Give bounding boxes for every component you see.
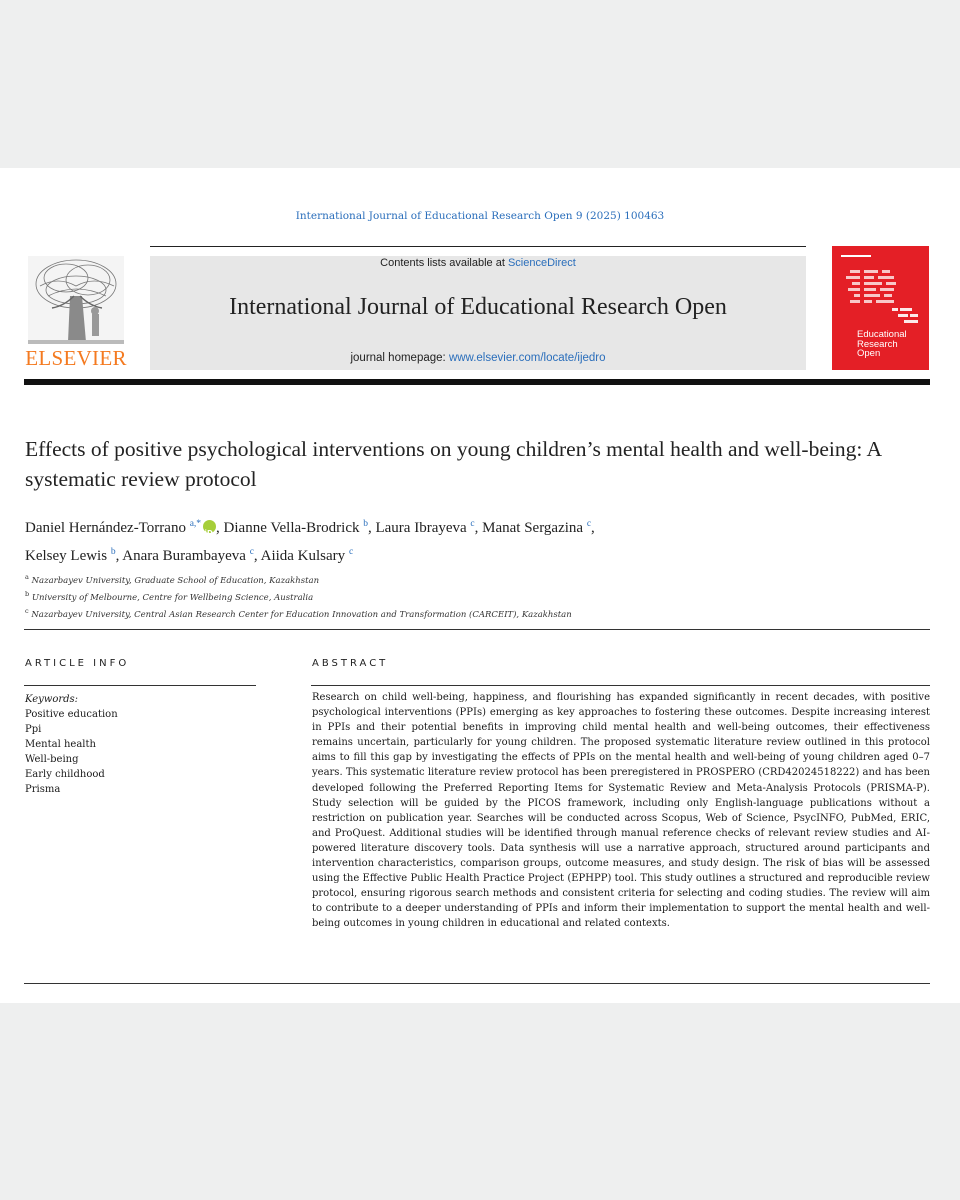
contents-line <box>150 257 806 269</box>
author-affiliation-marker[interactable]: c <box>586 519 592 529</box>
cover-title-line: Educational <box>857 329 907 340</box>
section-divider <box>24 629 930 630</box>
cover-title-line: Open <box>857 348 881 359</box>
author-name[interactable]: Laura Ibrayeva <box>375 520 467 536</box>
sciencedirect-link[interactable]: ScienceDirect <box>507 257 576 269</box>
orcid-icon[interactable] <box>203 520 216 533</box>
homepage-prefix: journal homepage: <box>350 352 449 364</box>
author-affiliation-marker[interactable]: c <box>348 547 354 557</box>
affiliation <box>25 605 905 622</box>
journal-cover-thumbnail[interactable] <box>832 246 929 370</box>
elsevier-logo[interactable] <box>24 256 128 376</box>
bottom-rule <box>24 983 930 984</box>
article-info-rule <box>24 685 256 686</box>
author-name[interactable]: Aiida Kulsary <box>260 548 346 564</box>
cover-title-line: Research <box>857 338 898 350</box>
affiliation-key: c <box>25 606 29 615</box>
journal-title: International Journal of Educational Research Open <box>229 294 727 320</box>
author-affiliation-marker[interactable]: c <box>470 519 475 529</box>
author-separator: , <box>253 548 261 564</box>
elsevier-tree-icon <box>28 256 124 344</box>
article-page <box>0 168 960 1003</box>
keyword: Ppi <box>25 724 42 735</box>
abstract-text: Research on child well-being, happiness, and flourishing has expanded significantly in recent decades, with positive psychological interventions (PPIs) emerging as key approaches to fostering these outcomes. Despite increasing interest in PPIs and their potential benefits in improving child mental health and well-being outcomes, their effectiveness remains uncertain, particularly for young children. The proposed systematic literature review outlined in this protocol aims to fill this gap by investigating the effects of PPIs on the mental health and well-being of young children aged 0–7 years. This systematic literature review protocol has been preregistered in PROSPERO (CRD42024518222) and has been developed following the Preferred Reporting Items for Systematic Review and Meta-Analysis Protocols (PRISMA-P). Study selection will be guided by the PICOS framework, including only English-language publications without a restriction on publication year. Searches will be conducted across Scopus, Web of Science, PsycINFO, PubMed, ERIC, and ProQuest. Additional studies will be identified through manual reference checks of relevant review studies and AI-powered literature discovery tools. Data synthesis will use a narrative approach, structured around participants and intervention characteristics, comparison groups, outcome measures, and study design. The risk of bias will be assessed using the Effective Public Health Practice Project (EPHPP) tool. This study outlines a structured and reproducible review protocol, ensuring rigorous search methods and consistent criteria for selecting and coding studies. The review will aim to contribute to a deeper understanding of PPIs and inform their implementation to support the mental health and well-being outcomes in young children in educational and related contexts. <box>312 692 930 930</box>
keyword: Mental health <box>25 739 96 750</box>
keyword: Prisma <box>25 784 61 795</box>
homepage-line <box>150 352 806 364</box>
author-separator: , <box>367 520 376 536</box>
author-affiliation-marker[interactable]: a,* <box>189 519 202 529</box>
contents-prefix: Contents lists available at <box>380 257 508 269</box>
affiliation <box>25 571 905 588</box>
keyword: Well-being <box>25 754 79 765</box>
author-separator: , <box>591 520 595 536</box>
journal-citation[interactable]: International Journal of Educational Research Open 9 (2025) 100463 <box>295 210 665 222</box>
author-affiliation-marker[interactable]: b <box>110 547 116 557</box>
affiliation <box>25 588 905 605</box>
author-affiliation-marker[interactable]: b <box>363 519 368 529</box>
keywords-block <box>25 692 255 797</box>
homepage-link[interactable]: www.elsevier.com/locate/ijedro <box>448 352 606 364</box>
abstract-rule <box>311 685 930 686</box>
affiliation-list <box>25 571 905 621</box>
author-affiliation-marker[interactable]: c <box>249 547 254 557</box>
author-name[interactable]: Kelsey Lewis <box>25 548 108 564</box>
header-rule <box>150 246 806 247</box>
author-separator: , <box>216 520 224 536</box>
elsevier-wordmark: ELSEVIER <box>25 346 127 370</box>
abstract-heading: ABSTRACT <box>312 658 389 669</box>
affiliation-key: b <box>25 589 30 598</box>
article-title: Effects of positive psychological interventions on young children’s mental health and well-being: A systematic review protocol <box>25 437 881 491</box>
cover-title <box>857 330 927 359</box>
author-name[interactable]: Dianne Vella-Brodrick <box>223 520 360 536</box>
keyword: Positive education <box>25 709 118 720</box>
article-info-heading: ARTICLE INFO <box>25 658 130 669</box>
author-separator: , <box>474 520 483 536</box>
affiliation-text: Nazarbayev University, Graduate School of Education, Kazakhstan <box>31 575 320 586</box>
journal-banner <box>150 256 806 370</box>
affiliation-text: University of Melbourne, Centre for Wellbeing Science, Australia <box>31 592 314 603</box>
affiliation-key: a <box>25 573 29 581</box>
affiliation-text: Nazarbayev University, Central Asian Research Center for Education Innovation and Transformation (CARCEIT), Kazakhstan <box>31 609 572 620</box>
header-thick-rule <box>24 379 930 385</box>
author-separator: , <box>115 548 123 564</box>
keywords-label: Keywords: <box>25 694 79 705</box>
author-name[interactable]: Daniel Hernández-Torrano <box>25 520 186 536</box>
author-name[interactable]: Manat Sergazina <box>482 520 584 536</box>
author-list <box>25 512 905 568</box>
keyword: Early childhood <box>25 769 105 780</box>
author-name[interactable]: Anara Burambayeva <box>122 548 246 564</box>
